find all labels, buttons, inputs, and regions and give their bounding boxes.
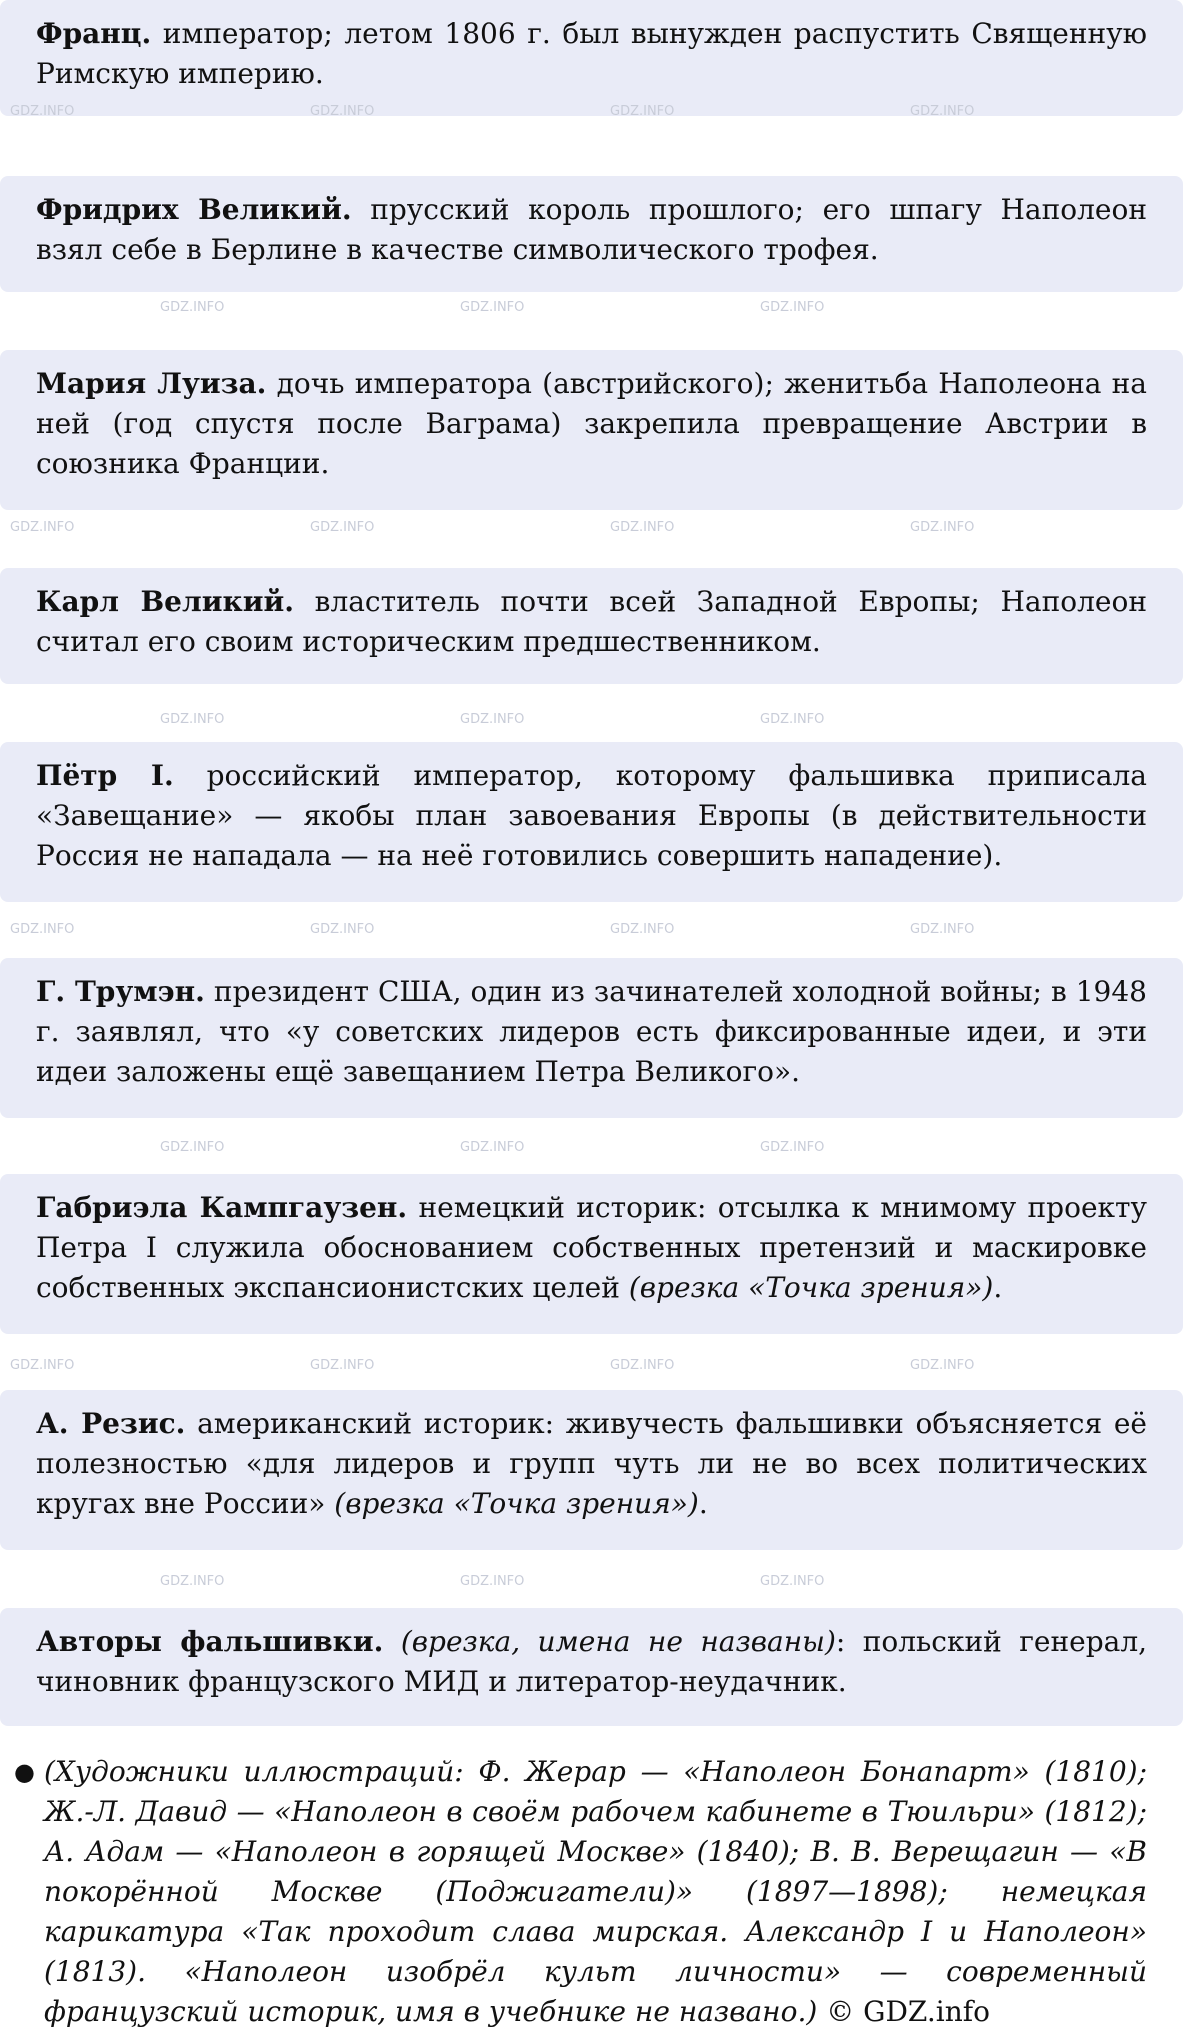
- entry-text: российский император, которому фальшивка приписала «Завещание» — якобы план завоевания Европы (в действительности Россия не нападала — на неё готовились совершить нападение).: [36, 759, 1147, 872]
- entry-rezis: [36, 1404, 1147, 1524]
- watermark-text: GDZ.INFO: [610, 922, 675, 937]
- watermark-text: GDZ.INFO: [460, 1140, 525, 1155]
- watermark-text: GDZ.INFO: [610, 104, 675, 119]
- entry-name: Франц.: [36, 17, 152, 50]
- copyright-text: © GDZ.info: [817, 1995, 991, 2028]
- entry-card-petr: [0, 742, 1183, 902]
- entry-card-kampgauzen: [0, 1174, 1183, 1334]
- entry-card-karl: [0, 568, 1183, 684]
- entry-name: Карл Великий.: [36, 585, 294, 618]
- watermark-text: GDZ.INFO: [460, 300, 525, 315]
- watermark-text: GDZ.INFO: [160, 1140, 225, 1155]
- watermark-text: GDZ.INFO: [910, 922, 975, 937]
- entry-text: президент США, один из зачинателей холодной войны; в 1948 г. заявлял, что «у советских лидеров есть фиксированные идеи, и эти идеи заложены ещё завещанием Петра Великого».: [36, 975, 1147, 1088]
- entry-text: император; летом 1806 г. был вынужден распустить Священную Римскую империю.: [36, 17, 1147, 90]
- watermark-text: GDZ.INFO: [310, 104, 375, 119]
- entry-text: прусский король прошлого; его шпагу Наполеон взял себе в Берлине в качестве символического трофея.: [36, 193, 1147, 266]
- entry-card-friedrich: [0, 176, 1183, 292]
- entry-name: А. Резис.: [36, 1407, 186, 1440]
- entry-card-maria-luiza: [0, 350, 1183, 510]
- watermark-text: GDZ.INFO: [910, 104, 975, 119]
- entry-text: дочь императора (австрийского); женитьба Наполеона на ней (год спустя после Ваграма) закрепила превращение Австрии в союзника Франции.: [36, 367, 1147, 480]
- entry-tail: : польский генерал, чиновник французского МИД и литератор-неудачник.: [36, 1625, 1148, 1698]
- entry-petr: [36, 756, 1147, 876]
- entry-text: немецкий историк: отсылка к мнимому проекту Петра I служила обоснованием собственных претензий и маскировке собственных экспансионистских целей: [36, 1191, 1147, 1304]
- watermark-text: GDZ.INFO: [10, 520, 75, 535]
- entry-name: Фридрих Великий.: [36, 193, 352, 226]
- entry-truman: [36, 972, 1147, 1092]
- watermark-text: GDZ.INFO: [910, 1358, 975, 1373]
- watermark-text: GDZ.INFO: [610, 520, 675, 535]
- footnote-text: (Художники иллюстраций: Ф. Жерар — «Наполеон Бонапарт» (1810); Ж.-Л. Давид — «Наполеон в своём рабочем кабинете в Тюильри» (1812); А. Адам — «Наполеон в горящей Москве» (1840); В. В. Верещагин — «В покорённой Москве (Поджигатели)» (1897—1898); немецкая карикатура «Так проходит слава мирская. Александр I и Наполеон» (1813). «Наполеон изобрёл культ личности» — современный французский историк, имя в учебнике не названо.): [44, 1755, 1147, 2028]
- entry-karl: [36, 582, 1147, 662]
- watermark-text: GDZ.INFO: [10, 1358, 75, 1373]
- bullet-icon: ●: [14, 1758, 35, 1786]
- entry-tail: .: [698, 1487, 708, 1520]
- entry-italic-note: (врезка, имена не названы): [400, 1625, 836, 1658]
- watermark-text: GDZ.INFO: [10, 922, 75, 937]
- entry-name: Пётр I.: [36, 759, 174, 792]
- watermark-text: GDZ.INFO: [160, 712, 225, 727]
- watermark-text: GDZ.INFO: [310, 922, 375, 937]
- entry-maria-luiza: [36, 364, 1147, 484]
- watermark-text: GDZ.INFO: [10, 104, 75, 119]
- watermark-text: GDZ.INFO: [610, 1358, 675, 1373]
- entry-tail: .: [993, 1271, 1003, 1304]
- watermark-text: GDZ.INFO: [760, 712, 825, 727]
- entry-text: властитель почти всей Западной Европы; Наполеон считал его своим историческим предшественником.: [36, 585, 1147, 658]
- entry-name: Г. Трумэн.: [36, 975, 205, 1008]
- entry-italic-note: (врезка «Точка зрения»): [628, 1271, 994, 1304]
- watermark-text: GDZ.INFO: [460, 712, 525, 727]
- entry-text: [383, 1625, 400, 1658]
- entry-franz: [36, 14, 1147, 94]
- entry-card-authors: [0, 1608, 1183, 1726]
- watermark-text: GDZ.INFO: [760, 1140, 825, 1155]
- watermark-text: GDZ.INFO: [910, 520, 975, 535]
- illustrations-footnote: [0, 1752, 1147, 2032]
- watermark-text: GDZ.INFO: [760, 300, 825, 315]
- entry-name: Мария Луиза.: [36, 367, 267, 400]
- watermark-text: GDZ.INFO: [160, 300, 225, 315]
- watermark-text: GDZ.INFO: [460, 1574, 525, 1589]
- watermark-text: GDZ.INFO: [310, 1358, 375, 1373]
- entry-name: Габриэла Кампгаузен.: [36, 1191, 408, 1224]
- entry-friedrich: [36, 190, 1147, 270]
- entry-card-rezis: [0, 1390, 1183, 1550]
- entry-authors: [36, 1622, 1147, 1702]
- entry-kampgauzen: [36, 1188, 1147, 1308]
- entry-italic-note: (врезка «Точка зрения»): [334, 1487, 699, 1520]
- entry-text: американский историк: живучесть фальшивки объясняется её полезностью «для лидеров и групп чуть ли не во всех политических кругах вне России»: [36, 1407, 1147, 1520]
- watermark-text: GDZ.INFO: [160, 1574, 225, 1589]
- entry-name: Авторы фальшивки.: [36, 1625, 384, 1658]
- watermark-text: GDZ.INFO: [310, 520, 375, 535]
- watermark-text: GDZ.INFO: [760, 1574, 825, 1589]
- entry-card-franz: [0, 0, 1183, 116]
- entry-card-truman: [0, 958, 1183, 1118]
